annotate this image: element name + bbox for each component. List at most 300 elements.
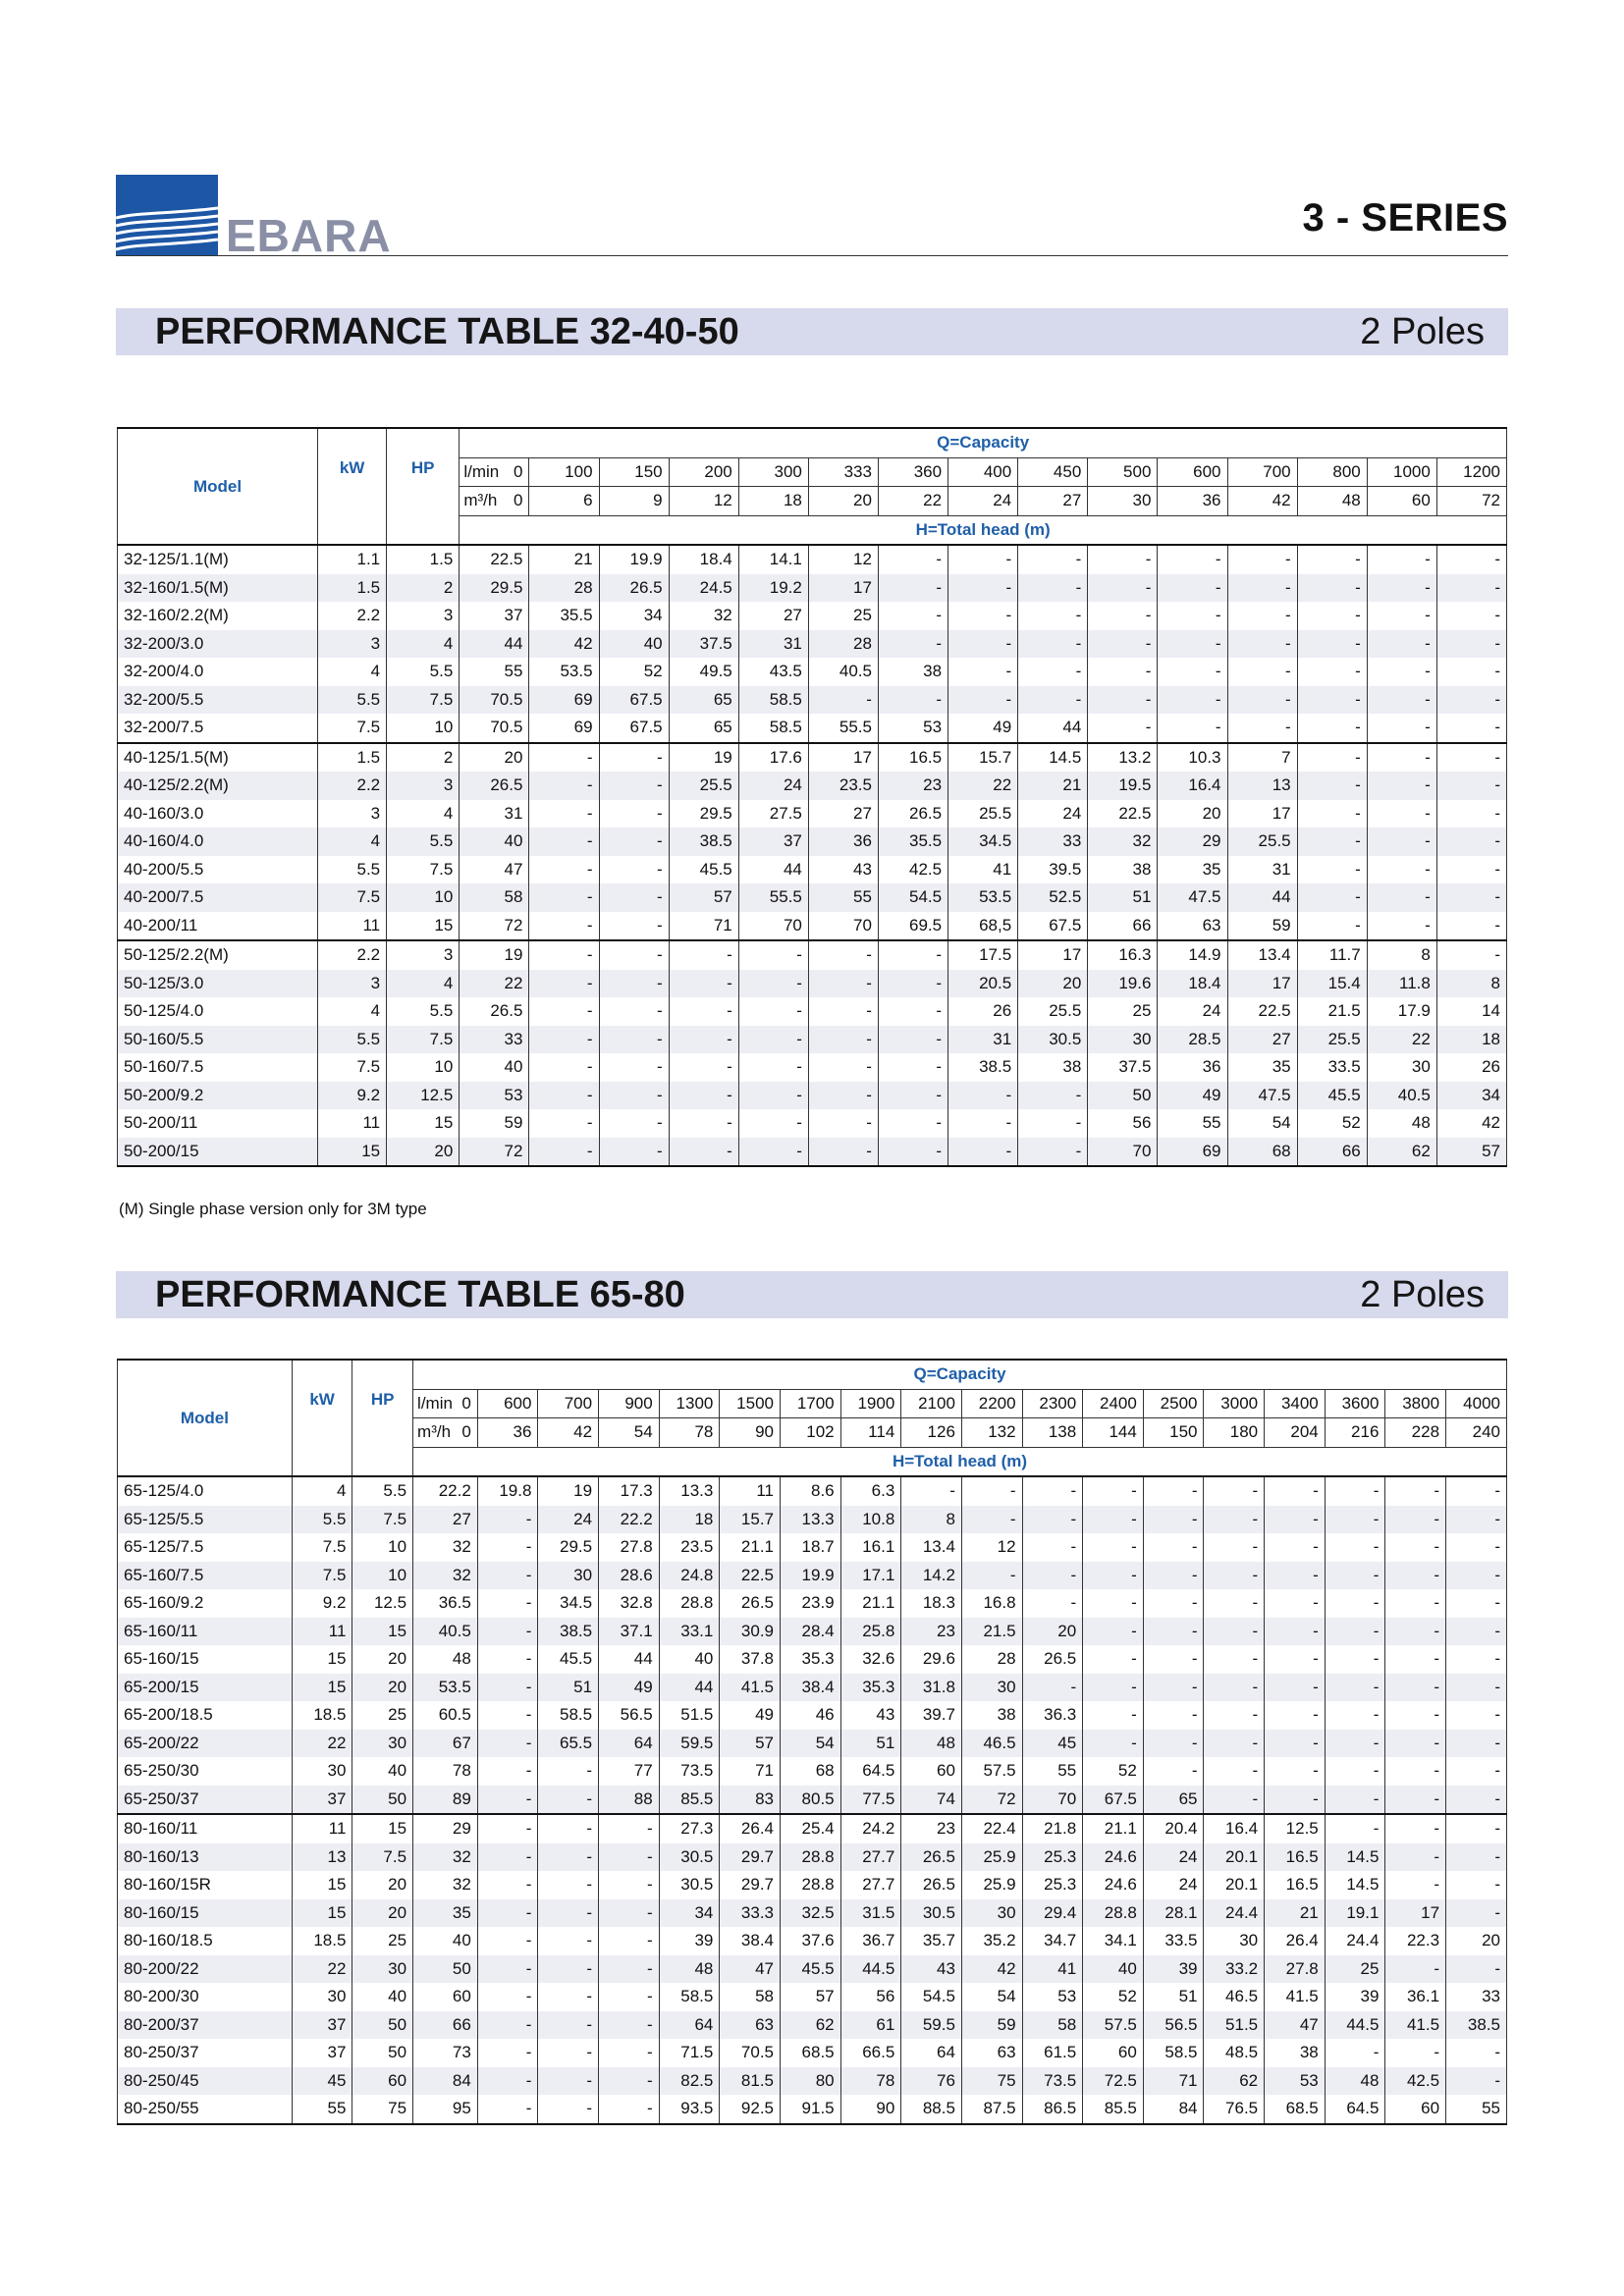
head-value: -: [1088, 602, 1158, 630]
head-value: 24: [1018, 800, 1088, 828]
head-value: 12.5: [1265, 1814, 1326, 1843]
head-value: 36.1: [1385, 1983, 1446, 2011]
hp-value: 10: [352, 1533, 413, 1562]
lmin-value: 700: [538, 1389, 599, 1418]
head-value: -: [599, 1138, 669, 1167]
head-value: 59: [460, 1109, 529, 1138]
head-value: 83: [720, 1786, 781, 1815]
head-value: -: [529, 970, 599, 998]
head-value: 49: [948, 714, 1018, 743]
head-value: 28.5: [1158, 1026, 1227, 1054]
head-value: -: [599, 1927, 660, 1955]
head-value: -: [1143, 1533, 1204, 1562]
head-value: -: [878, 1138, 947, 1167]
head-value: 15.4: [1297, 970, 1367, 998]
head-value: -: [1204, 1730, 1265, 1758]
head-value: 28: [808, 630, 878, 659]
head-value: 41: [948, 856, 1018, 884]
series-label: 3 - SERIES: [1302, 196, 1508, 240]
head-value: 37.5: [1088, 1053, 1158, 1082]
table-row: [118, 1138, 1507, 1167]
head-value: 22.4: [961, 1814, 1022, 1843]
head-value: 72: [961, 1786, 1022, 1815]
head-value: 35: [413, 1899, 478, 1928]
m3h-value: 132: [961, 1418, 1022, 1448]
head-value: 20: [460, 743, 529, 773]
hp-value: 1.5: [387, 545, 460, 574]
lmin-value: 100: [529, 457, 599, 487]
hp-header: HP: [352, 1360, 413, 1476]
head-value: 23: [901, 1814, 962, 1843]
head-value: -: [669, 997, 738, 1026]
head-value: -: [1083, 1645, 1144, 1674]
head-value: -: [599, 1955, 660, 1984]
head-value: -: [1297, 545, 1367, 574]
head-value: 34: [599, 602, 669, 630]
hp-value: 3: [387, 772, 460, 800]
head-value: -: [599, 743, 669, 773]
head-value: 38: [1265, 2039, 1326, 2067]
head-value: -: [878, 997, 947, 1026]
head-value: 24.6: [1083, 1871, 1144, 1899]
head-value: 60: [413, 1983, 478, 2011]
head-value: 36: [1158, 1053, 1227, 1082]
kw-header: kW: [318, 428, 387, 545]
head-value: 92.5: [720, 2095, 781, 2124]
head-value: 38.4: [781, 1674, 841, 1702]
head-value: 13: [1227, 772, 1297, 800]
head-value: 45.5: [1297, 1082, 1367, 1110]
head-value: -: [808, 1109, 878, 1138]
model-name: 65-200/22: [118, 1730, 293, 1758]
head-value: 84: [1143, 2095, 1204, 2124]
header-rule: [116, 255, 1508, 256]
head-value: 66: [1088, 912, 1158, 941]
head-value: 51: [840, 1730, 901, 1758]
head-value: 67.5: [599, 686, 669, 715]
head-value: 24.4: [1325, 1927, 1385, 1955]
hp-value: 20: [352, 1674, 413, 1702]
head-label: H=Total head (m): [413, 1447, 1507, 1476]
head-value: 35: [1227, 1053, 1297, 1082]
head-value: -: [477, 1674, 538, 1702]
head-value: 25.4: [781, 1814, 841, 1843]
kw-value: 5.5: [318, 686, 387, 715]
head-value: 31: [738, 630, 808, 659]
table-row: [118, 686, 1507, 715]
head-value: 60.5: [413, 1701, 478, 1730]
hp-value: 7.5: [352, 1843, 413, 1872]
kw-value: 11: [318, 1109, 387, 1138]
table-row: [118, 1674, 1507, 1702]
head-value: -: [477, 1871, 538, 1899]
head-value: 30.5: [659, 1871, 720, 1899]
head-value: 77.5: [840, 1786, 901, 1815]
head-value: -: [538, 1786, 599, 1815]
m3h-value: 138: [1022, 1418, 1083, 1448]
head-value: 58: [720, 1983, 781, 2011]
table-row: [118, 1082, 1507, 1110]
model-name: 65-125/4.0: [118, 1476, 293, 1506]
model-name: 65-200/15: [118, 1674, 293, 1702]
head-value: -: [1297, 630, 1367, 659]
head-value: 49: [599, 1674, 660, 1702]
head-value: -: [477, 2039, 538, 2067]
head-value: 69: [1158, 1138, 1227, 1167]
head-value: -: [669, 1109, 738, 1138]
lmin-value: 1300: [659, 1389, 720, 1418]
m3h-value: 78: [659, 1418, 720, 1448]
head-value: -: [948, 1082, 1018, 1110]
head-value: 40: [460, 828, 529, 856]
head-value: 33.2: [1204, 1955, 1265, 1984]
head-value: 8: [1436, 970, 1506, 998]
head-value: 22: [948, 772, 1018, 800]
head-value: 67: [413, 1730, 478, 1758]
head-value: -: [808, 997, 878, 1026]
kw-value: 13: [292, 1843, 352, 1872]
head-value: 25: [1088, 997, 1158, 1026]
head-value: -: [1446, 2039, 1507, 2067]
kw-value: 2.2: [318, 772, 387, 800]
head-value: 33.5: [1143, 1927, 1204, 1955]
table-row: [118, 772, 1507, 800]
head-value: 64.5: [840, 1757, 901, 1786]
head-value: 14: [1436, 997, 1506, 1026]
m3h-value: 27: [1018, 487, 1088, 516]
hp-value: 20: [352, 1871, 413, 1899]
head-value: 24.8: [659, 1562, 720, 1590]
head-value: 40.5: [808, 658, 878, 686]
head-value: 31: [460, 800, 529, 828]
head-value: -: [948, 574, 1018, 603]
head-value: 48: [1325, 2067, 1385, 2096]
head-value: -: [1446, 1701, 1507, 1730]
model-name: 50-125/3.0: [118, 970, 318, 998]
head-value: 26.5: [878, 800, 947, 828]
head-value: -: [599, 1843, 660, 1872]
head-value: -: [1204, 1506, 1265, 1534]
head-value: 26.5: [901, 1871, 962, 1899]
head-value: 22.5: [460, 545, 529, 574]
head-value: 24: [1158, 997, 1227, 1026]
model-name: 65-160/11: [118, 1618, 293, 1646]
head-value: 78: [840, 2067, 901, 2096]
head-value: -: [477, 1645, 538, 1674]
table-row: [118, 800, 1507, 828]
head-value: -: [1227, 686, 1297, 715]
head-value: 38.5: [669, 828, 738, 856]
kw-value: 15: [292, 1871, 352, 1899]
head-value: 72.5: [1083, 2067, 1144, 2096]
head-value: 12: [961, 1533, 1022, 1562]
head-value: -: [948, 602, 1018, 630]
head-value: 44: [738, 856, 808, 884]
head-value: 30.5: [659, 1843, 720, 1872]
head-value: -: [1265, 1645, 1326, 1674]
head-value: 34.5: [538, 1589, 599, 1618]
head-value: -: [538, 2095, 599, 2124]
head-value: 59: [1227, 912, 1297, 941]
head-value: -: [1436, 800, 1506, 828]
head-value: 51.5: [1204, 2011, 1265, 2040]
head-value: 32: [413, 1843, 478, 1872]
head-value: 54: [961, 1983, 1022, 2011]
head-value: 88: [599, 1786, 660, 1815]
head-value: -: [961, 1562, 1022, 1590]
head-value: 8: [901, 1506, 962, 1534]
head-value: -: [1158, 545, 1227, 574]
head-value: 23: [878, 772, 947, 800]
head-value: -: [599, 1871, 660, 1899]
head-value: -: [1297, 800, 1367, 828]
head-value: -: [1446, 1476, 1507, 1506]
head-value: -: [1088, 714, 1158, 743]
head-value: -: [538, 1757, 599, 1786]
head-value: -: [1385, 1533, 1446, 1562]
head-value: 23.5: [808, 772, 878, 800]
head-value: 32: [413, 1871, 478, 1899]
m3h-value: 12: [669, 487, 738, 516]
m3h-value: 0: [456, 1418, 478, 1448]
kw-value: 2.2: [318, 940, 387, 970]
head-value: 15.7: [948, 743, 1018, 773]
head-value: 26.4: [720, 1814, 781, 1843]
lmin-value: 3000: [1204, 1389, 1265, 1418]
head-value: 55: [1022, 1757, 1083, 1786]
head-value: 38.5: [538, 1618, 599, 1646]
head-value: 62: [781, 2011, 841, 2040]
head-value: 73: [413, 2039, 478, 2067]
head-value: 25.5: [669, 772, 738, 800]
kw-value: 15: [292, 1674, 352, 1702]
head-value: -: [738, 1109, 808, 1138]
head-value: -: [738, 940, 808, 970]
head-value: 25.9: [961, 1871, 1022, 1899]
hp-value: 10: [352, 1562, 413, 1590]
model-name: 80-200/22: [118, 1955, 293, 1984]
head-value: 71: [1143, 2067, 1204, 2096]
kw-value: 2.2: [318, 602, 387, 630]
head-value: 57.5: [1083, 2011, 1144, 2040]
model-name: 50-125/2.2(M): [118, 940, 318, 970]
head-value: -: [1018, 602, 1088, 630]
head-value: -: [948, 658, 1018, 686]
head-value: 35.2: [961, 1927, 1022, 1955]
head-value: 62: [1204, 2067, 1265, 2096]
head-value: 24.6: [1083, 1843, 1144, 1872]
head-value: -: [477, 1533, 538, 1562]
table-row: [118, 1983, 1507, 2011]
head-value: -: [1385, 1786, 1446, 1815]
head-value: 76: [901, 2067, 962, 2096]
head-value: -: [538, 1899, 599, 1928]
head-value: 10.3: [1158, 743, 1227, 773]
head-value: 41: [1022, 1955, 1083, 1984]
m3h-value: 150: [1143, 1418, 1204, 1448]
head-value: 37: [460, 602, 529, 630]
kw-value: 45: [292, 2067, 352, 2096]
head-value: 55: [1446, 2095, 1507, 2124]
model-name: 32-160/1.5(M): [118, 574, 318, 603]
head-value: -: [878, 970, 947, 998]
head-value: -: [878, 574, 947, 603]
head-value: -: [1083, 1506, 1144, 1534]
hp-value: 4: [387, 800, 460, 828]
hp-value: 5.5: [352, 1476, 413, 1506]
table-row: [118, 912, 1507, 941]
head-value: 29: [413, 1814, 478, 1843]
head-value: -: [1265, 1618, 1326, 1646]
head-value: 38.4: [720, 1927, 781, 1955]
head-value: 19.2: [738, 574, 808, 603]
head-value: -: [1367, 602, 1436, 630]
head-value: 32.5: [781, 1899, 841, 1928]
head-value: -: [1385, 1562, 1446, 1590]
hp-value: 3: [387, 602, 460, 630]
head-value: 24: [1143, 1871, 1204, 1899]
head-value: 26: [948, 997, 1018, 1026]
hp-value: 10: [387, 1053, 460, 1082]
m3h-value: 90: [720, 1418, 781, 1448]
head-value: 18.3: [901, 1589, 962, 1618]
head-value: 22.2: [413, 1476, 478, 1506]
head-value: 69.5: [878, 912, 947, 941]
head-value: 53: [1265, 2067, 1326, 2096]
head-value: -: [1436, 743, 1506, 773]
head-value: 27: [738, 602, 808, 630]
head-value: -: [1265, 1730, 1326, 1758]
head-value: 35.3: [781, 1645, 841, 1674]
head-value: -: [1204, 1645, 1265, 1674]
head-value: 40: [413, 1927, 478, 1955]
head-value: -: [878, 940, 947, 970]
logo-wordmark: EBARA: [226, 210, 392, 255]
head-value: 58: [1022, 2011, 1083, 2040]
performance-table-65-80: [117, 1359, 1507, 2125]
head-value: -: [808, 1082, 878, 1110]
head-value: -: [1367, 714, 1436, 743]
head-value: -: [599, 1053, 669, 1082]
head-value: -: [1204, 1757, 1265, 1786]
table-row: [118, 1927, 1507, 1955]
head-value: -: [599, 2095, 660, 2124]
head-value: 62: [1367, 1138, 1436, 1167]
head-value: 28.8: [659, 1589, 720, 1618]
head-value: -: [1367, 658, 1436, 686]
head-value: -: [1297, 772, 1367, 800]
kw-value: 7.5: [292, 1533, 352, 1562]
head-value: -: [477, 1562, 538, 1590]
head-value: 28.6: [599, 1562, 660, 1590]
head-value: -: [599, 970, 669, 998]
head-value: 61.5: [1022, 2039, 1083, 2067]
head-value: -: [1158, 658, 1227, 686]
head-value: 14.1: [738, 545, 808, 574]
m3h-value: 6: [529, 487, 599, 516]
kw-value: 4: [318, 658, 387, 686]
head-value: -: [538, 2039, 599, 2067]
head-value: 64: [659, 2011, 720, 2040]
head-value: 17: [1227, 970, 1297, 998]
head-value: 52: [1297, 1109, 1367, 1138]
head-value: 64.5: [1325, 2095, 1385, 2124]
table-row: [118, 1843, 1507, 1872]
head-value: -: [1204, 1786, 1265, 1815]
head-value: -: [1446, 1955, 1507, 1984]
head-value: 7: [1227, 743, 1297, 773]
head-value: 43: [901, 1955, 962, 1984]
head-value: -: [1083, 1589, 1144, 1618]
head-value: 27: [413, 1506, 478, 1534]
head-value: 58.5: [1143, 2039, 1204, 2067]
head-value: 70: [738, 912, 808, 941]
head-value: 48.5: [1204, 2039, 1265, 2067]
ebara-logo: [116, 175, 401, 255]
head-value: 31.8: [901, 1674, 962, 1702]
head-value: -: [669, 1138, 738, 1167]
head-value: -: [538, 2011, 599, 2040]
lmin-value: 700: [1227, 457, 1297, 487]
head-value: 29: [1158, 828, 1227, 856]
head-value: 20.4: [1143, 1814, 1204, 1843]
head-value: 37.8: [720, 1645, 781, 1674]
kw-value: 7.5: [318, 714, 387, 743]
head-value: 25.9: [961, 1843, 1022, 1872]
head-value: -: [538, 1983, 599, 2011]
head-value: 21: [529, 545, 599, 574]
head-value: 53: [878, 714, 947, 743]
head-value: -: [669, 970, 738, 998]
model-name: 80-200/30: [118, 1983, 293, 2011]
head-value: 44: [659, 1674, 720, 1702]
lmin-value: 2300: [1022, 1389, 1083, 1418]
head-value: 40: [659, 1645, 720, 1674]
head-value: 30.9: [720, 1618, 781, 1646]
head-value: 33.3: [720, 1899, 781, 1928]
head-value: 44: [1227, 883, 1297, 912]
head-value: -: [1227, 630, 1297, 659]
head-value: -: [1158, 602, 1227, 630]
model-name: 65-160/9.2: [118, 1589, 293, 1618]
head-value: 13.4: [901, 1533, 962, 1562]
head-value: -: [477, 1814, 538, 1843]
head-value: -: [1018, 658, 1088, 686]
table1-title-band: [116, 308, 1508, 355]
head-value: -: [1367, 574, 1436, 603]
head-value: 52: [599, 658, 669, 686]
hp-value: 12.5: [352, 1589, 413, 1618]
head-value: -: [1143, 1476, 1204, 1506]
head-value: 65: [669, 686, 738, 715]
head-value: 17: [808, 574, 878, 603]
head-value: 21.1: [720, 1533, 781, 1562]
head-value: 70: [808, 912, 878, 941]
head-value: 33.5: [1297, 1053, 1367, 1082]
performance-table-32-40-50: [117, 427, 1507, 1167]
head-value: -: [1436, 602, 1506, 630]
model-name: 40-200/11: [118, 912, 318, 941]
head-value: -: [961, 1476, 1022, 1506]
table-row: [118, 1562, 1507, 1590]
head-value: 26.4: [1265, 1927, 1326, 1955]
head-value: -: [669, 940, 738, 970]
head-value: -: [477, 1757, 538, 1786]
head-value: 21.8: [1022, 1814, 1083, 1843]
head-value: -: [477, 1701, 538, 1730]
head-value: 20: [1158, 800, 1227, 828]
head-value: -: [1297, 602, 1367, 630]
